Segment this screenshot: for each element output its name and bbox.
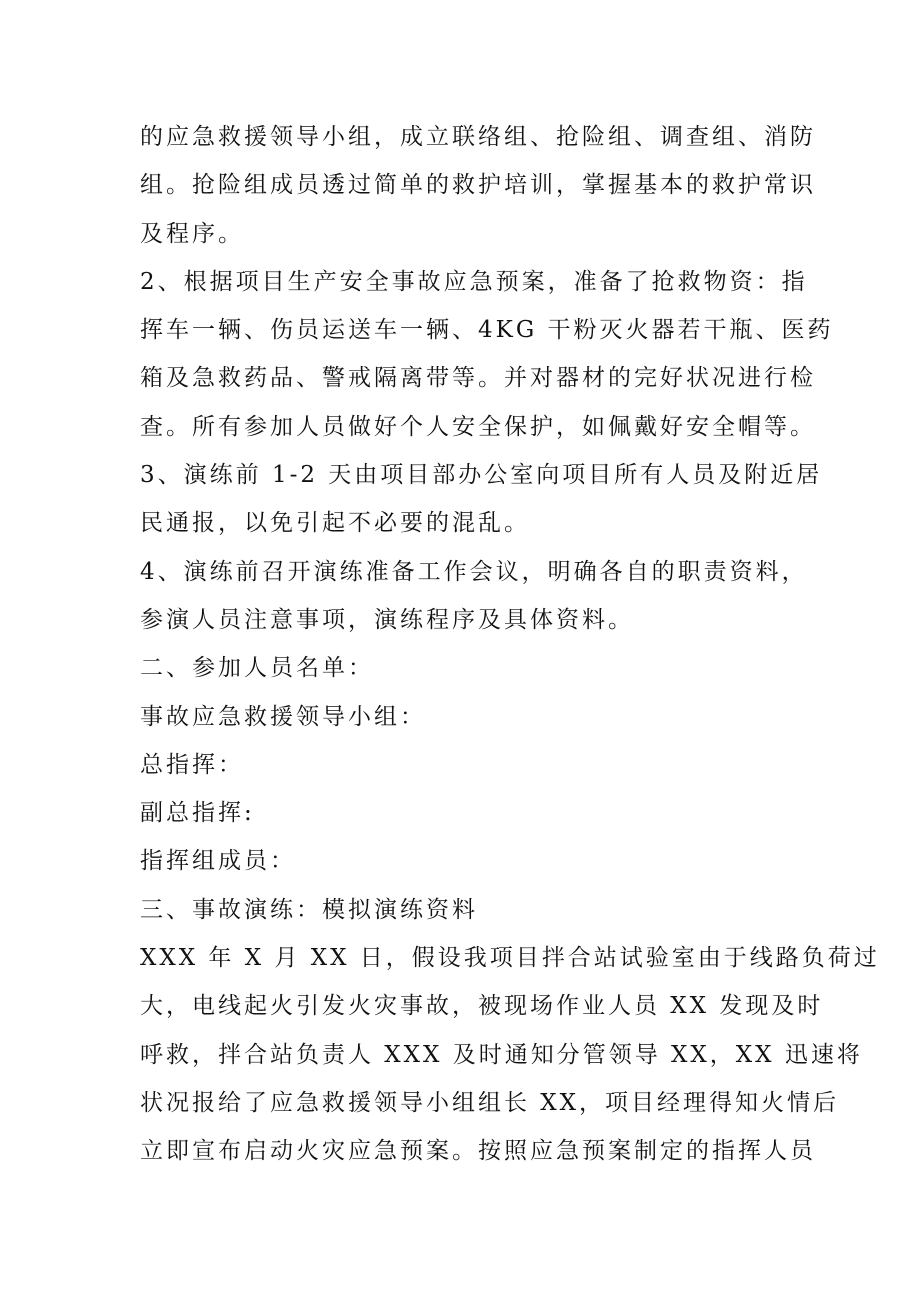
body-line: XXX 年 X 月 XX 日，假设我项目拌合站试验室由于线路负荷过 — [140, 945, 880, 972]
body-line: 的应急救援领导小组，成立联络组、抢险组、调查组、消防 — [140, 124, 816, 150]
section-heading: 三、事故演练：模拟演练资料 — [140, 896, 478, 923]
body-line: 大，电线起火引发火灾事故，被现场作业人员 XX 发现及时 — [140, 993, 824, 1020]
body-line: 箱及急救药品、警戒隔离带等。并对器材的完好状况进行检 — [140, 365, 816, 392]
body-line: 查。所有参加人员做好个人安全保护，如佩戴好安全帽等。 — [140, 413, 816, 440]
document-body — [140, 113, 880, 1176]
body-line: 参演人员注意事项，演练程序及具体资料。 — [140, 606, 634, 633]
body-line: 3、演练前 1-2 天由项目部办公室向项目所有人员及附近居 — [140, 462, 823, 489]
body-line: 副总指挥: — [140, 800, 255, 827]
body-line: 立即宣布启动火灾应急预案。按照应急预案制定的指挥人员 — [140, 1138, 816, 1165]
body-line: 状况报给了应急救援领导小组组长 XX，项目经理得知火情后 — [140, 1089, 840, 1116]
body-line: 指挥组成员： — [140, 848, 296, 875]
body-line: 挥车一辆、伤员运送车一辆、4KG 干粉灭火器若干瓶、医药 — [140, 317, 834, 344]
body-line: 总指挥： — [140, 751, 244, 778]
body-line: 事故应急救援领导小组： — [140, 703, 426, 730]
body-line: 及程序。 — [140, 220, 244, 247]
section-heading: 二、参加人员名单： — [140, 655, 374, 682]
body-line: 民通报，以免引起不必要的混乱。 — [140, 510, 530, 537]
body-line: 呼救，拌合站负责人 XXX 及时通知分管领导 XX，XX 迅速将 — [140, 1041, 863, 1068]
body-line: 4、演练前召开演练准备工作会议，明确各自的职责资料， — [140, 558, 808, 585]
body-line: 2、根据项目生产安全事故应急预案，准备了抢救物资：指 — [140, 268, 808, 295]
body-line: 组。抢险组成员透过简单的救护培训，掌握基本的救护常识 — [140, 172, 816, 199]
